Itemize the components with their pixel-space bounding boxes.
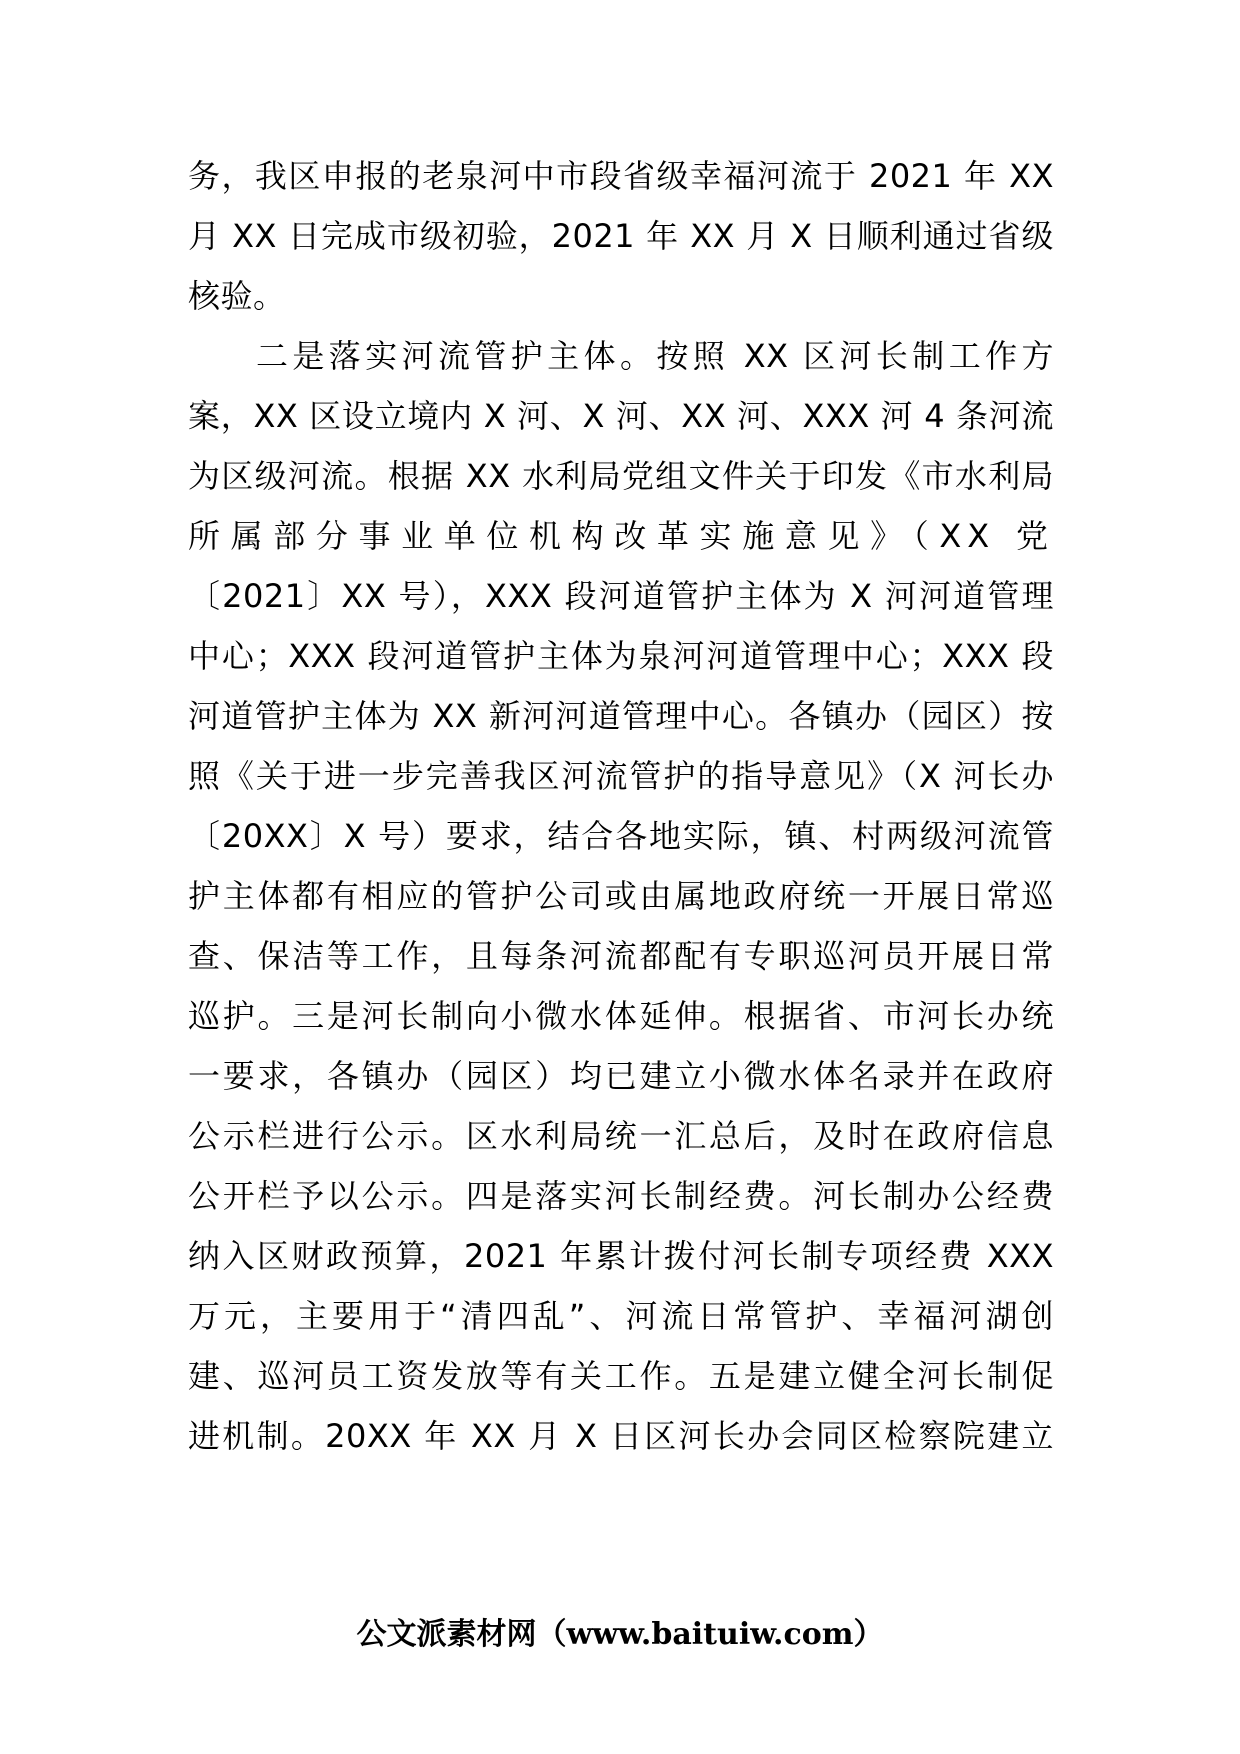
- text-line-2: 月 XX 日完成市级初验，2021 年 XX 月 X 日顺利通过省级: [188, 217, 1054, 255]
- text-line-15: 巡护。三是河长制向小微水体延伸。根据省、市河长办统: [188, 997, 1054, 1035]
- text-line-10: 河道管护主体为 XX 新河河道管理中心。各镇办（园区）按: [188, 697, 1054, 735]
- text-line-13: 护主体都有相应的管护公司或由属地政府统一开展日常巡: [188, 877, 1054, 915]
- text-line-22: 进机制。20XX 年 XX 月 X 日区河长办会同区检察院建立: [188, 1417, 1054, 1455]
- text-line-21: 建、巡河员工资发放等有关工作。五是建立健全河长制促: [188, 1357, 1054, 1395]
- text-line-16: 一要求，各镇办（园区）均已建立小微水体名录并在政府: [188, 1057, 1054, 1095]
- text-line-12: 〔20XX〕X 号）要求，结合各地实际，镇、村两级河流管: [188, 817, 1054, 855]
- text-line-18: 公开栏予以公示。四是落实河长制经费。河长制办公经费: [188, 1177, 1054, 1215]
- text-line-19: 纳入区财政预算，2021 年累计拨付河长制专项经费 XXX: [188, 1237, 1054, 1275]
- footer-watermark-text: 公文派素材网（www.baituiw.com）: [356, 1617, 884, 1652]
- text-line-17: 公示栏进行公示。区水利局统一汇总后，及时在政府信息: [188, 1117, 1054, 1155]
- text-line-6: 为区级河流。根据 XX 水利局党组文件关于印发《市水利局: [188, 457, 1054, 495]
- text-line-3: 核验。: [188, 277, 286, 315]
- text-line-9: 中心；XXX 段河道管护主体为泉河河道管理中心；XXX 段: [188, 637, 1054, 675]
- text-line-5: 案，XX 区设立境内 X 河、X 河、XX 河、XXX 河 4 条河流: [188, 397, 1054, 435]
- text-line-1: 务，我区申报的老泉河中市段省级幸福河流于 2021 年 XX: [188, 157, 1054, 195]
- text-line-4: 二是落实河流管护主体。按照 XX 区河长制工作方: [256, 337, 1054, 375]
- text-line-11: 照《关于进一步完善我区河流管护的指导意见》（X 河长办: [188, 757, 1054, 795]
- text-line-7: 所属部分事业单位机构改革实施意见》（XX 党: [188, 517, 1054, 555]
- text-line-14: 查、保洁等工作，且每条河流都配有专职巡河员开展日常: [188, 937, 1054, 975]
- text-line-20: 万元，主要用于“清四乱”、河流日常管护、幸福河湖创: [188, 1297, 1054, 1335]
- text-line-8: 〔2021〕XX 号），XXX 段河道管护主体为 X 河河道管理: [188, 577, 1054, 615]
